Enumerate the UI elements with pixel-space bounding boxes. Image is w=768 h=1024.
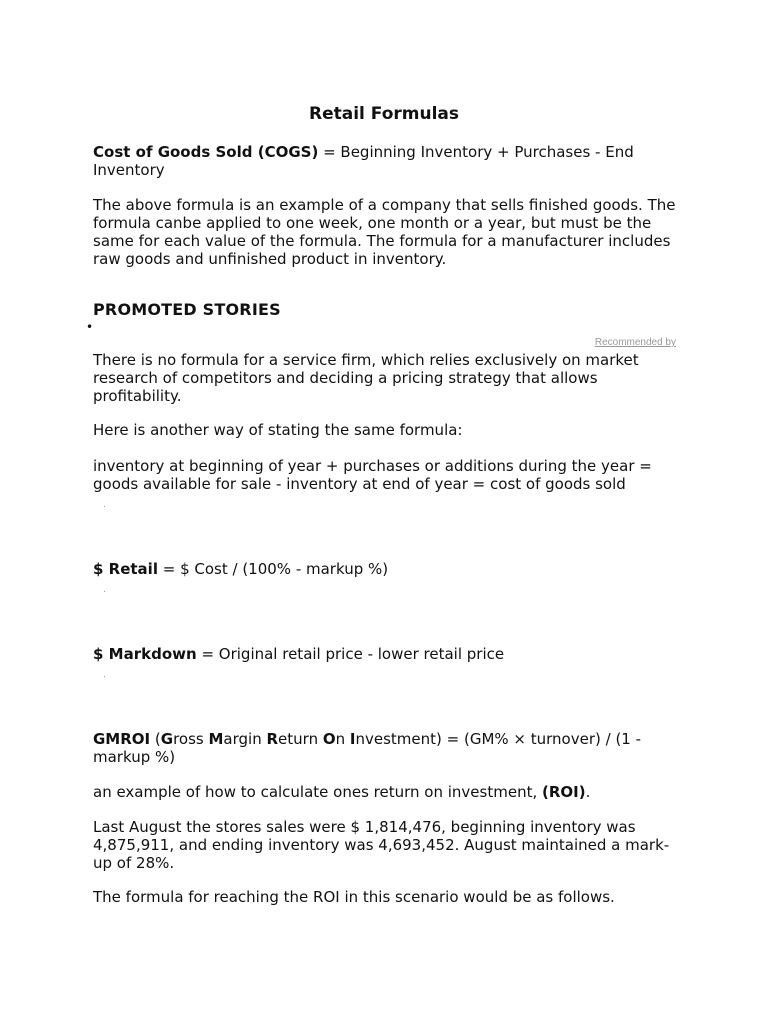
promoted-stories-heading: PROMOTED STORIES [93, 300, 281, 319]
paragraph-service-firm: There is no formula for a service firm, which relies exclusively on market research of competitors and deciding a pricing strategy that allows profitability. [93, 351, 639, 405]
paragraph-another-way: Here is another way of stating the same formula: [93, 421, 463, 439]
cogs-formula [93, 143, 683, 179]
gmroi-equation: ) = (GM% × turnover) / (1 - markup %) [93, 730, 642, 766]
retail-equation: = $ Cost / (100% - markup %) [157, 560, 389, 578]
promoted-bullet: • [86, 320, 94, 334]
roi-intro: an example of how to calculate ones return on investment, (ROI). [93, 783, 591, 801]
page-title: Retail Formulas [308, 104, 459, 124]
cogs-term: Cost of Goods Sold (COGS) [93, 143, 319, 161]
paragraph-inventory-formula: inventory at beginning of year + purchases or additions during the year = goods available for sale - inventory at end of year = cost of goods sold [93, 457, 652, 493]
separator-dot: . [103, 670, 106, 680]
cogs-equation: = Beginning Inventory + Purchases - End Inventory [93, 143, 634, 179]
recommended-by-link[interactable]: Recommended by [594, 337, 676, 348]
retail-formula [93, 560, 683, 578]
gmroi-formula: GMROI (Gross Margin Return On Investment) = (GM% × turnover) / (1 - markup %) [93, 730, 642, 766]
markdown-formula [93, 645, 683, 663]
markdown-equation: = Original retail price - lower retail price [196, 645, 505, 663]
gmroi-term: GMROI [93, 730, 151, 748]
paragraph-finished-goods: The above formula is an example of a company that sells finished goods. The formula canbe applied to one week, one month or a year, but must be the same for each value of the formula. The formula for a manufacturer includes raw goods and unfinished product in inventory. [93, 196, 676, 268]
paragraph-august-sales: Last August the stores sales were $ 1,814,476, beginning inventory was 4,875,911, and ending inventory was 4,693,452. August maintained a mark-up of 28%. [93, 818, 670, 872]
retail-term: $ Retail [93, 560, 158, 578]
separator-dot: . [103, 585, 106, 595]
paragraph-roi-scenario: The formula for reaching the ROI in this scenario would be as follows. [93, 888, 615, 906]
separator-dot: . [103, 500, 106, 510]
roi-term: (ROI) [542, 783, 586, 801]
markdown-term: $ Markdown [93, 645, 197, 663]
